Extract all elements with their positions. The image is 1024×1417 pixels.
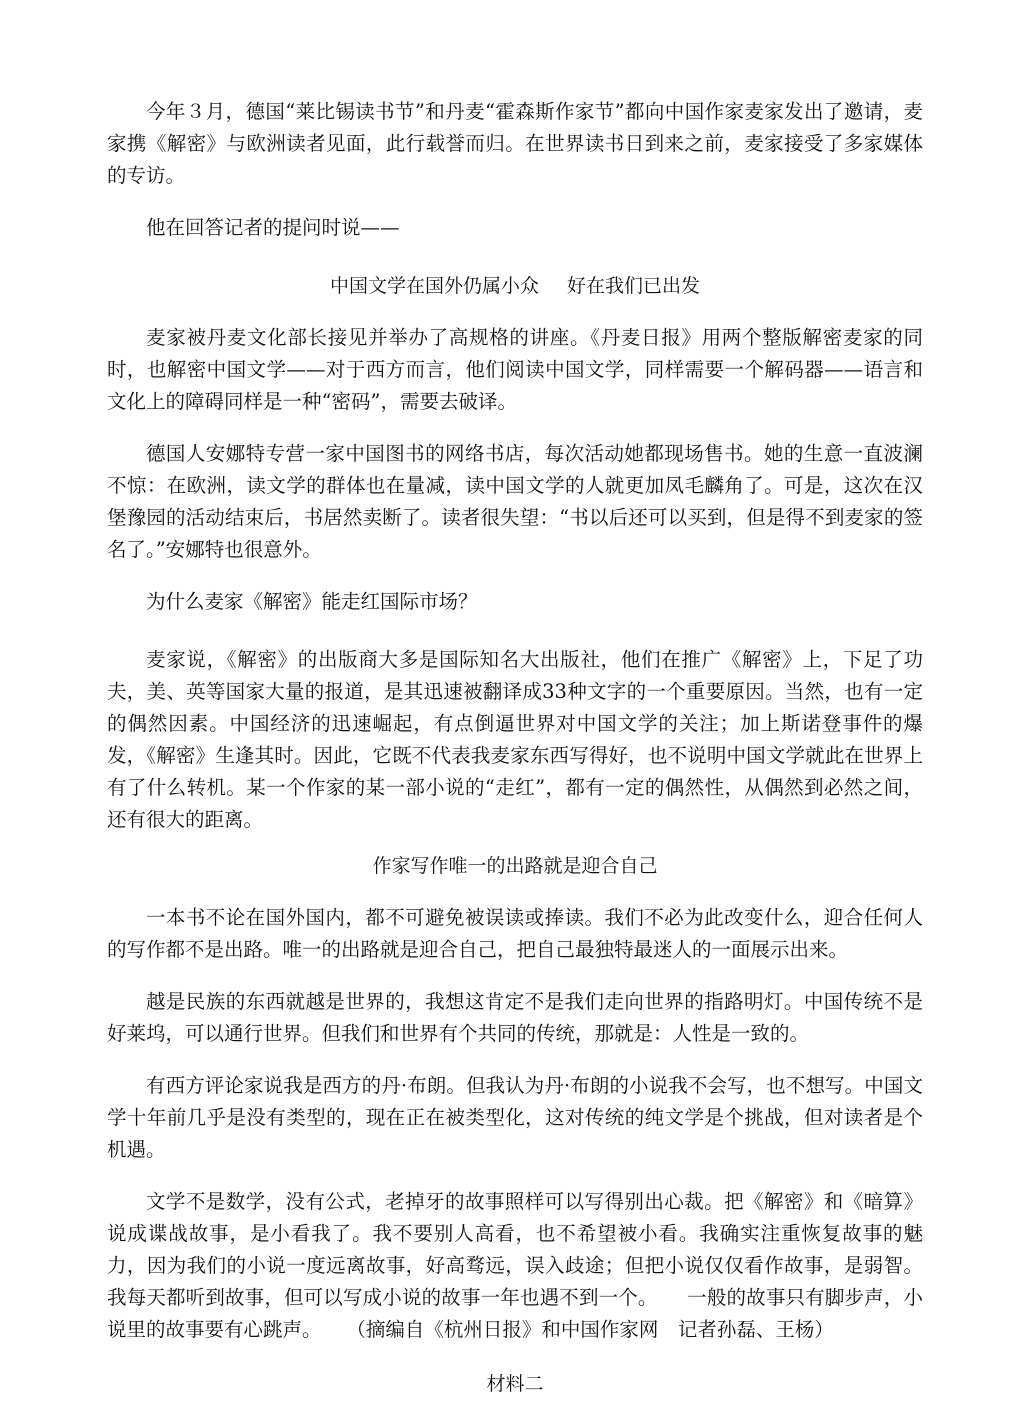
paragraph-answer: 麦家说，《解密》的出版商大多是国际知名大出版社，他们在推广《解密》上，下足了功夫，美、英等国家大量的报道，是其迅速被翻译成33种文字的一个重要原因。当然，也有一定的偶然因素。中国经济的迅速崛起，有点倒逼世界对中国文学的关注；加上斯诺登事件的爆发，《解密》生逢其时。因此，它既不代表我麦家东西写得好，也不说明中国文学就此在世界上有了什么转机。某一个作家的某一部小说的“走红”，都有一定的偶然性，从偶然到必然之间，还有很大的距离。: [107, 648, 923, 831]
paragraph-intro: 今年３月，德国“莱比锡读书节”和丹麦“霍森斯作家节”都向中国作家麦家发出了邀请，麦家携《解密》与欧洲读者见面，此行载誉而归。在世界读书日到来之前，麦家接受了多家媒体的专访。: [107, 100, 923, 187]
section-heading-1: [107, 270, 923, 302]
document-page: [107, 96, 923, 1400]
source-citation-text: （摘编自《杭州日报》和中国作家网 记者孙磊、王杨）: [346, 1318, 834, 1341]
paragraph-annette: 德国人安娜特专营一家中国图书的网络书店，每次活动她都现场售书。她的生意一直波澜不惊：在欧洲，读文学的群体也在量减，读中国文学的人就更加凤毛麟角了。可是，这次在汉堡豫园的活动结束后，书居然卖断了。读者很失望：“书以后还可以买到，但是得不到麦家的签名了。”安娜特也很意外。: [107, 442, 923, 561]
paragraph-literature-text: 文学不是数学，没有公式，老掉牙的故事照样可以写得别出心裁。把《解密》和《暗算》说成谍战故事，是小看我了。我不要别人高看，也不希望被小看。我确实注重恢复故事的魅力，因为我们的小说一度远离故事，好高骛远，误入歧途；但把小说仅仅看作故事，是弱智。我每天都听到故事，但可以写成小说的故事一年也遇不到一个。 一般的故事只有脚步声，小说里的故事要有心跳声。: [107, 1190, 923, 1341]
section-heading-1-part2: 好在我们已出发: [567, 275, 701, 297]
paragraph-literature: [107, 1186, 923, 1346]
material-label: 材料二: [486, 1373, 544, 1395]
section-heading-2: 作家写作唯一的出路就是迎合自己: [372, 855, 658, 877]
paragraph-denmark: 麦家被丹麦文化部长接见并举办了高规格的讲座。《丹麦日报》用两个整版解密麦家的同时，也解密中国文学——对于西方而言，他们阅读中国文学，同样需要一个解码器——语言和文化上的障碍同样是一种“密码”，需要去破译。: [107, 326, 923, 413]
paragraph-lead-in: 他在回答记者的提问时说——: [146, 216, 400, 239]
paragraph-dan-brown: 有西方评论家说我是西方的丹·布朗。但我认为丹·布朗的小说我不会写，也不想写。中国文学十年前几乎是没有类型的，现在正在被类型化，这对传统的纯文学是个挑战，但对读者是个机遇。: [107, 1074, 923, 1161]
paragraph-misreading: 一本书不论在国外国内，都不可避免被误读或捧读。我们不必为此改变什么，迎合任何人的写作都不是出路。唯一的出路就是迎合自己，把自己最独特最迷人的一面展示出来。: [107, 906, 923, 961]
paragraph-tradition: 越是民族的东西就越是世界的，我想这肯定不是我们走向世界的指路明灯。中国传统不是好莱坞，可以通行世界。但我们和世界有个共同的传统，那就是：人性是一致的。: [107, 990, 923, 1045]
section-heading-1-part1: 中国文学在国外仍属小众: [329, 275, 539, 297]
paragraph-question: 为什么麦家《解密》能走红国际市场？: [146, 590, 478, 613]
source-citation: [322, 1318, 834, 1341]
